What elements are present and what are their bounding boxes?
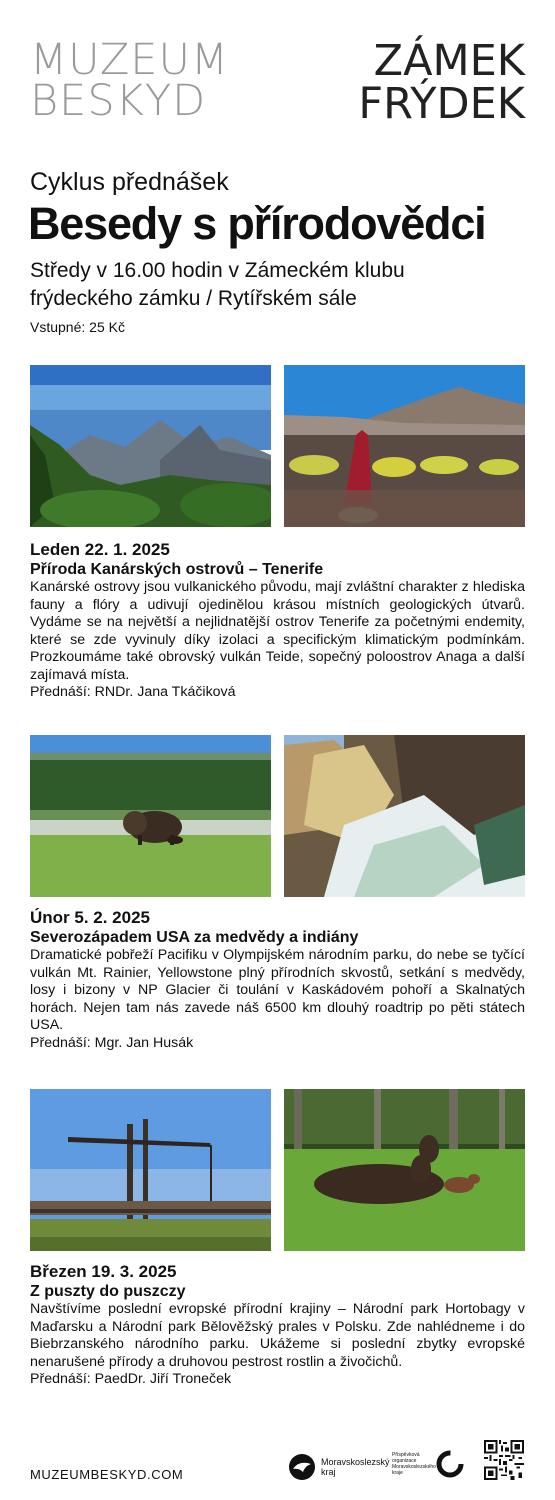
yellowstone-falls-photo [284,735,525,897]
moose-forest-photo [284,1089,525,1251]
zamek-frydek-logo [355,36,525,129]
org-logo-line1: Příspěvková organizace [392,1452,420,1464]
lecture-description: Navštívíme poslední evropské přírodní krajiny – Národní park Hortobagy v Maďarsku a Národní park Bělověžský prales v Polsku. Zde nahlédneme i do Biebrzanského národního parku. Ukážeme si poslední zbytky evropské nenarušené přírody a druhovou pestrost rostlin a živočichů. [30,1301,525,1370]
lecture-date: Leden 22. 1. 2025 [30,540,170,559]
lecturer: Přednáší: RNDr. Jana Tkáčiková [30,684,236,700]
museum-logo-line1: MUZEUM [30,35,230,85]
lecture-march [30,1262,525,1389]
qr-code[interactable] [484,1440,524,1480]
lecture-title: Severozápadem USA za medvědy a indiány [30,929,359,946]
moravian-silesian-region-logo [287,1452,390,1482]
tenerife-coast-photo [30,365,271,527]
schedule-subtitle: Středy v 16.00 hodin v Zámeckém klubu frýdeckého zámku / Rytířském sále [30,259,405,310]
lecture-description: Dramatické pobřeží Pacifiku v Olympijském národním parku, do nebe se tyčící vulkán Mt. Rainier, Yellowstone plný přírodních skvostů, setkání s medvědy, losy i bizony v NP Glacier či toulání v Kaskádovém pohoří a Skalnatých horách. Nejen tam nás zavede náš 6500 km dlouhý roadtrip po pěti státech USA. [30,947,525,1033]
region-logo-line1: Moravskoslezský [321,1457,390,1467]
lecture-title: Z puszty do puszczy [30,1283,186,1300]
org-emblem-icon [436,1450,464,1478]
admission-fee: Vstupné: 25 Kč [30,319,125,335]
castle-logo-line1: ZÁMEK [373,36,525,86]
bison-meadow-photo [30,735,271,897]
page-title: Besedy s přírodovědci [28,198,486,249]
org-logo-line2: Moravskoslezského kraje [392,1464,436,1476]
contributory-organization-logo [392,1450,464,1478]
lecture-january [30,540,525,702]
lecture-description: Kanárské ostrovy jsou vulkanického původu, mají zvláštní charakter z hlediska fauny a flóry a udivují ojedinělou krásou místních geologických útvarů. Vydáme se na největší a nejlidnatější ostrov Tenerife za početnými endemity, které se zde vyvinuly díky izolaci a specifickým klimatickým podmínkám. Prozkoumáme také obrovský vulkán Teide, sopečný poloostrov Anaga a další zajímavá místa. [30,579,525,683]
series-label: Cyklus přednášek [30,168,229,196]
lecture-title: Příroda Kanárských ostrovů – Tenerife [30,561,324,578]
region-emblem-icon [287,1452,317,1482]
museum-beskyd-logo [30,35,240,126]
puszta-well-photo [30,1089,271,1251]
lecturer: Přednáší: PaedDr. Jiří Troneček [30,1371,232,1387]
teide-volcano-photo [284,365,525,527]
lecturer: Přednáší: Mgr. Jan Husák [30,1034,194,1051]
region-logo-line2: kraj [321,1467,336,1477]
castle-logo-line2: FRÝDEK [358,79,525,129]
lecture-february [30,908,525,1052]
lecture-date: Únor 5. 2. 2025 [30,908,151,927]
website-link[interactable]: MUZEUMBESKYD.COM [30,1467,184,1482]
lecture-date: Březen 19. 3. 2025 [30,1262,177,1281]
museum-logo-line2: BESKYD [30,76,207,126]
